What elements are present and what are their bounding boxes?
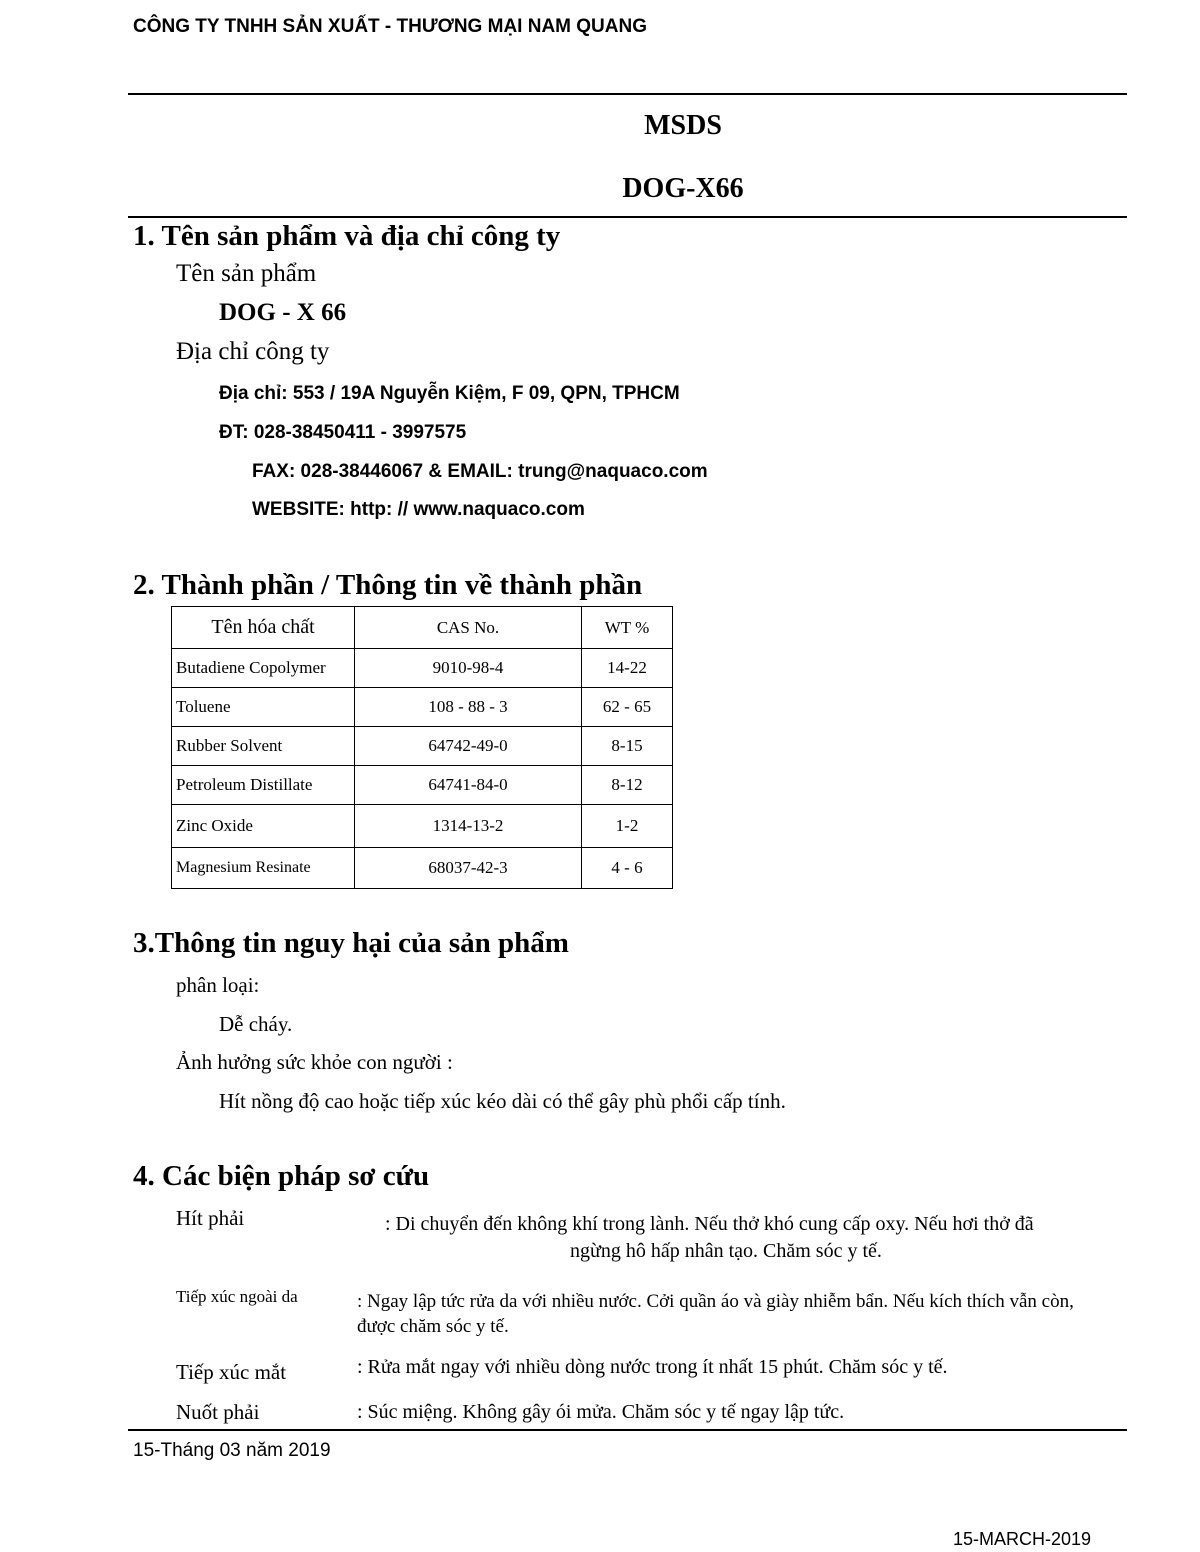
- company-fax-email: FAX: 028-38446067 & EMAIL: trung@naquaco.com: [252, 461, 708, 482]
- inhalation-text-line-1: : Di chuyển đến không khí trong lành. Nếu thở khó cung cấp oxy. Nếu hơi thở đã: [385, 1213, 1034, 1235]
- ingestion-label: Nuốt phải: [176, 1400, 260, 1424]
- table-row: [172, 766, 673, 805]
- chemical-name-cell: Rubber Solvent: [172, 727, 355, 766]
- skin-contact-label: Tiếp xúc ngoài da: [176, 1287, 298, 1306]
- weight-percent-cell: 1-2: [582, 805, 673, 848]
- table-row: [172, 649, 673, 688]
- composition-table: [171, 606, 673, 889]
- chemical-name-cell: Butadiene Copolymer: [172, 649, 355, 688]
- table-row: [172, 688, 673, 727]
- column-header-cas-no: CAS No.: [355, 607, 582, 649]
- inhalation-text-line-2: ngừng hô hấp nhân tạo. Chăm sóc y tế.: [570, 1240, 882, 1262]
- health-effects-label: Ảnh hưởng sức khỏe con người :: [176, 1050, 453, 1074]
- section-4-heading: 4. Các biện pháp sơ cứu: [133, 1160, 430, 1192]
- product-name-label: Tên sản phẩm: [176, 260, 317, 287]
- weight-percent-cell: 4 - 6: [582, 848, 673, 889]
- skin-contact-text-line-2: được chăm sóc y tế.: [357, 1316, 509, 1337]
- chemical-name-cell: Petroleum Distillate: [172, 766, 355, 805]
- cas-number-cell: 64741-84-0: [355, 766, 582, 805]
- cas-number-cell: 1314-13-2: [355, 805, 582, 848]
- health-effects-value: Hít nồng độ cao hoặc tiếp xúc kéo dài có thể gây phù phổi cấp tính.: [219, 1089, 786, 1113]
- company-name: CÔNG TY TNHH SẢN XUẤT - THƯƠNG MẠI NAM QUANG: [133, 16, 647, 37]
- table-row: [172, 848, 673, 889]
- cas-number-cell: 68037-42-3: [355, 848, 582, 889]
- weight-percent-cell: 14-22: [582, 649, 673, 688]
- column-header-wt-percent: WT %: [582, 607, 673, 649]
- cas-number-cell: 9010-98-4: [355, 649, 582, 688]
- eye-contact-text: : Rửa mắt ngay với nhiều dòng nước trong ít nhất 15 phút. Chăm sóc y tế.: [357, 1356, 948, 1378]
- section-2-heading: 2. Thành phần / Thông tin về thành phần: [133, 569, 643, 601]
- section-1-heading: 1. Tên sản phẩm và địa chỉ công ty: [133, 220, 561, 252]
- title-divider: [128, 216, 1127, 218]
- company-phone: ĐT: 028-38450411 - 3997575: [219, 422, 467, 443]
- hazard-classification-value: Dễ cháy.: [219, 1012, 293, 1036]
- cas-number-cell: 108 - 88 - 3: [355, 688, 582, 727]
- weight-percent-cell: 8-12: [582, 766, 673, 805]
- column-header-chemical-name: Tên hóa chất: [172, 607, 355, 649]
- footer-date-vietnamese: 15-Tháng 03 năm 2019: [133, 1440, 331, 1461]
- header-divider: [128, 93, 1127, 95]
- footer-divider: [128, 1429, 1127, 1431]
- company-website: WEBSITE: http: // www.naquaco.com: [252, 499, 585, 520]
- chemical-name-cell: Zinc Oxide: [172, 805, 355, 848]
- company-address: Địa chỉ: 553 / 19A Nguyễn Kiệm, F 09, QPN, TPHCM: [219, 383, 680, 404]
- inhalation-label: Hít phải: [176, 1206, 245, 1230]
- table-row: [172, 727, 673, 766]
- cas-number-cell: 64742-49-0: [355, 727, 582, 766]
- chemical-name-cell: Magnesium Resinate: [172, 848, 355, 889]
- weight-percent-cell: 8-15: [582, 727, 673, 766]
- table-row: [172, 805, 673, 848]
- skin-contact-text-line-1: : Ngay lập tức rửa da với nhiều nước. Cởi quần áo và giày nhiễm bẩn. Nếu kích thích vẫn còn,: [357, 1291, 1074, 1312]
- product-code-title: DOG-X66: [622, 173, 744, 204]
- product-name: DOG - X 66: [219, 299, 347, 326]
- company-address-label: Địa chỉ công ty: [176, 338, 330, 365]
- eye-contact-label: Tiếp xúc mắt: [176, 1360, 287, 1384]
- weight-percent-cell: 62 - 65: [582, 688, 673, 727]
- chemical-name-cell: Toluene: [172, 688, 355, 727]
- footer-date-english: 15-MARCH-2019: [953, 1529, 1092, 1549]
- section-3-heading: 3.Thông tin nguy hại của sản phẩm: [133, 927, 569, 959]
- ingestion-text: : Súc miệng. Không gây ói mửa. Chăm sóc y tế ngay lập tức.: [357, 1401, 845, 1423]
- document-type: MSDS: [644, 110, 722, 141]
- hazard-classification-label: phân loại:: [176, 973, 260, 997]
- table-header-row: [172, 607, 673, 649]
